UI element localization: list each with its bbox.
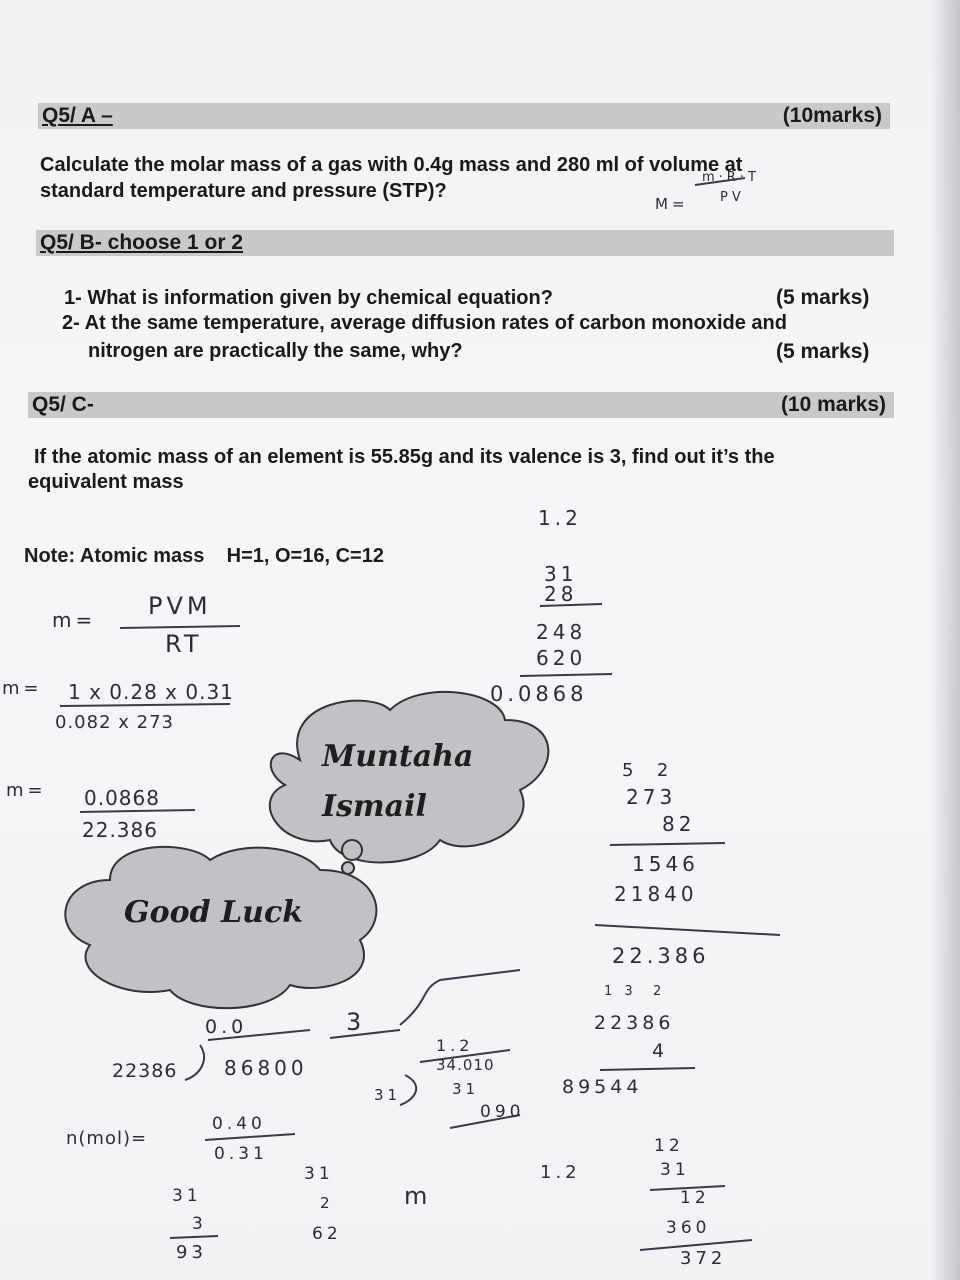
hw-num-2: 0.0868	[84, 786, 160, 810]
hw-num-1: 1 x 0.28 x 0.31	[68, 680, 234, 704]
q5a-label: Q5/ A –	[42, 104, 113, 127]
hw-small-div-5: 090	[480, 1102, 525, 1122]
hw-den-1: 0.082 x 273	[55, 712, 174, 733]
hw-small-div-3: 34.010	[436, 1056, 495, 1074]
hw-mult-a-3: 248	[536, 620, 587, 644]
q5b-label: Q5/ B- choose 1 or 2	[40, 231, 244, 254]
hw-mult-d-1: 3	[192, 1214, 207, 1234]
hw-mult-b-5: 22.386	[612, 944, 710, 968]
hint-formula-bottom: PV	[720, 190, 745, 205]
hw-div-quotient: 0.0	[205, 1016, 248, 1038]
hw-mult-a-0: 1.2	[538, 506, 582, 530]
cloud-name-text: Muntaha Ismail	[322, 739, 474, 824]
hw-rt: RT	[165, 630, 203, 658]
q5c-marks: (10 marks)	[780, 393, 886, 416]
q5b-item1-marks: (5 marks)	[776, 286, 870, 309]
hw-nmol-num: 0.40	[212, 1114, 266, 1134]
hw-nmol-lhs: n(mol)=	[66, 1128, 148, 1149]
q5b-item2-line1: 2- At the same temperature, average diffusion rates of carbon monoxide and	[62, 312, 787, 334]
hint-formula-prefix: M=	[655, 195, 689, 213]
hw-mult-c-0: 1 3 2	[604, 984, 666, 999]
hw-mult-f-0: 12	[654, 1136, 684, 1156]
hw-small-div-0: 3	[346, 1008, 366, 1036]
hw-m-eq-1: m=	[52, 608, 97, 632]
hw-mult-f-3: 360	[666, 1218, 711, 1238]
hw-mult-d-2: 93	[176, 1242, 207, 1263]
hint-formula-top: m·R·T	[702, 170, 760, 185]
hw-mult-a-2: 28	[544, 582, 578, 606]
q5b-item2-marks: (5 marks)	[776, 340, 870, 363]
hw-mult-a-5: 0.0868	[490, 682, 588, 706]
hw-mult-b-1: 273	[626, 785, 677, 809]
hw-small-div-4: 31	[452, 1080, 480, 1098]
hw-small-div-1: 1.2	[436, 1036, 474, 1055]
hw-m-letter: m	[404, 1182, 432, 1210]
hw-mult-e-1: 2	[320, 1194, 334, 1212]
cloud-good-luck-text: Good Luck	[124, 895, 304, 930]
hw-div-divisor: 22386	[112, 1060, 178, 1082]
hw-val-12: 1.2	[540, 1162, 581, 1183]
q5a-text-line1: Calculate the molar mass of a gas with 0.4g mass and 280 ml of volume at	[40, 154, 743, 176]
hw-den-2: 22.386	[82, 818, 158, 842]
hw-small-div-2: 31	[374, 1086, 402, 1104]
q5a-marks: (10marks)	[782, 104, 882, 127]
hw-mult-b-4: 21840	[614, 882, 698, 906]
hw-mult-f-4: 372	[680, 1248, 727, 1269]
hw-mult-c-1: 22386	[594, 1012, 675, 1034]
hw-div-dividend: 86800	[224, 1056, 308, 1080]
hw-mult-d-0: 31	[172, 1186, 202, 1206]
hw-mult-f-2: 12	[680, 1188, 710, 1208]
hw-mult-b-3: 1546	[632, 852, 699, 876]
hw-mult-f-1: 31	[660, 1160, 690, 1180]
hw-mult-c-3: 89544	[562, 1076, 643, 1098]
q5b-item1: 1- What is information given by chemical equation?	[64, 287, 553, 309]
q5c-text-line2: equivalent mass	[28, 471, 184, 493]
atomic-mass-note: Note: Atomic mass H=1, O=16, C=12	[24, 545, 384, 567]
hw-nmol-den: 0.31	[214, 1144, 268, 1164]
hw-mult-c-2: 4	[652, 1040, 669, 1062]
hw-mult-e-2: 62	[312, 1224, 342, 1244]
hw-mult-b-2: 82	[662, 812, 696, 836]
q5a-text-line2: standard temperature and pressure (STP)?	[40, 180, 447, 202]
q5c-label: Q5/ C-	[32, 393, 94, 416]
q5c-text-line1: If the atomic mass of an element is 55.85g and its valence is 3, find out it’s the	[34, 446, 775, 468]
hw-mult-a-1: 31	[544, 562, 578, 586]
hw-mult-e-0: 31	[304, 1164, 334, 1184]
hw-m-eq-2: m=	[2, 678, 43, 699]
q5b-item2-line2: nitrogen are practically the same, why?	[88, 340, 463, 362]
hw-m-eq-3: m=	[6, 780, 47, 801]
hw-mult-b-0: 5 2	[622, 760, 673, 781]
hw-mult-a-4: 620	[536, 646, 587, 670]
hw-pvm: PVM	[148, 592, 212, 620]
